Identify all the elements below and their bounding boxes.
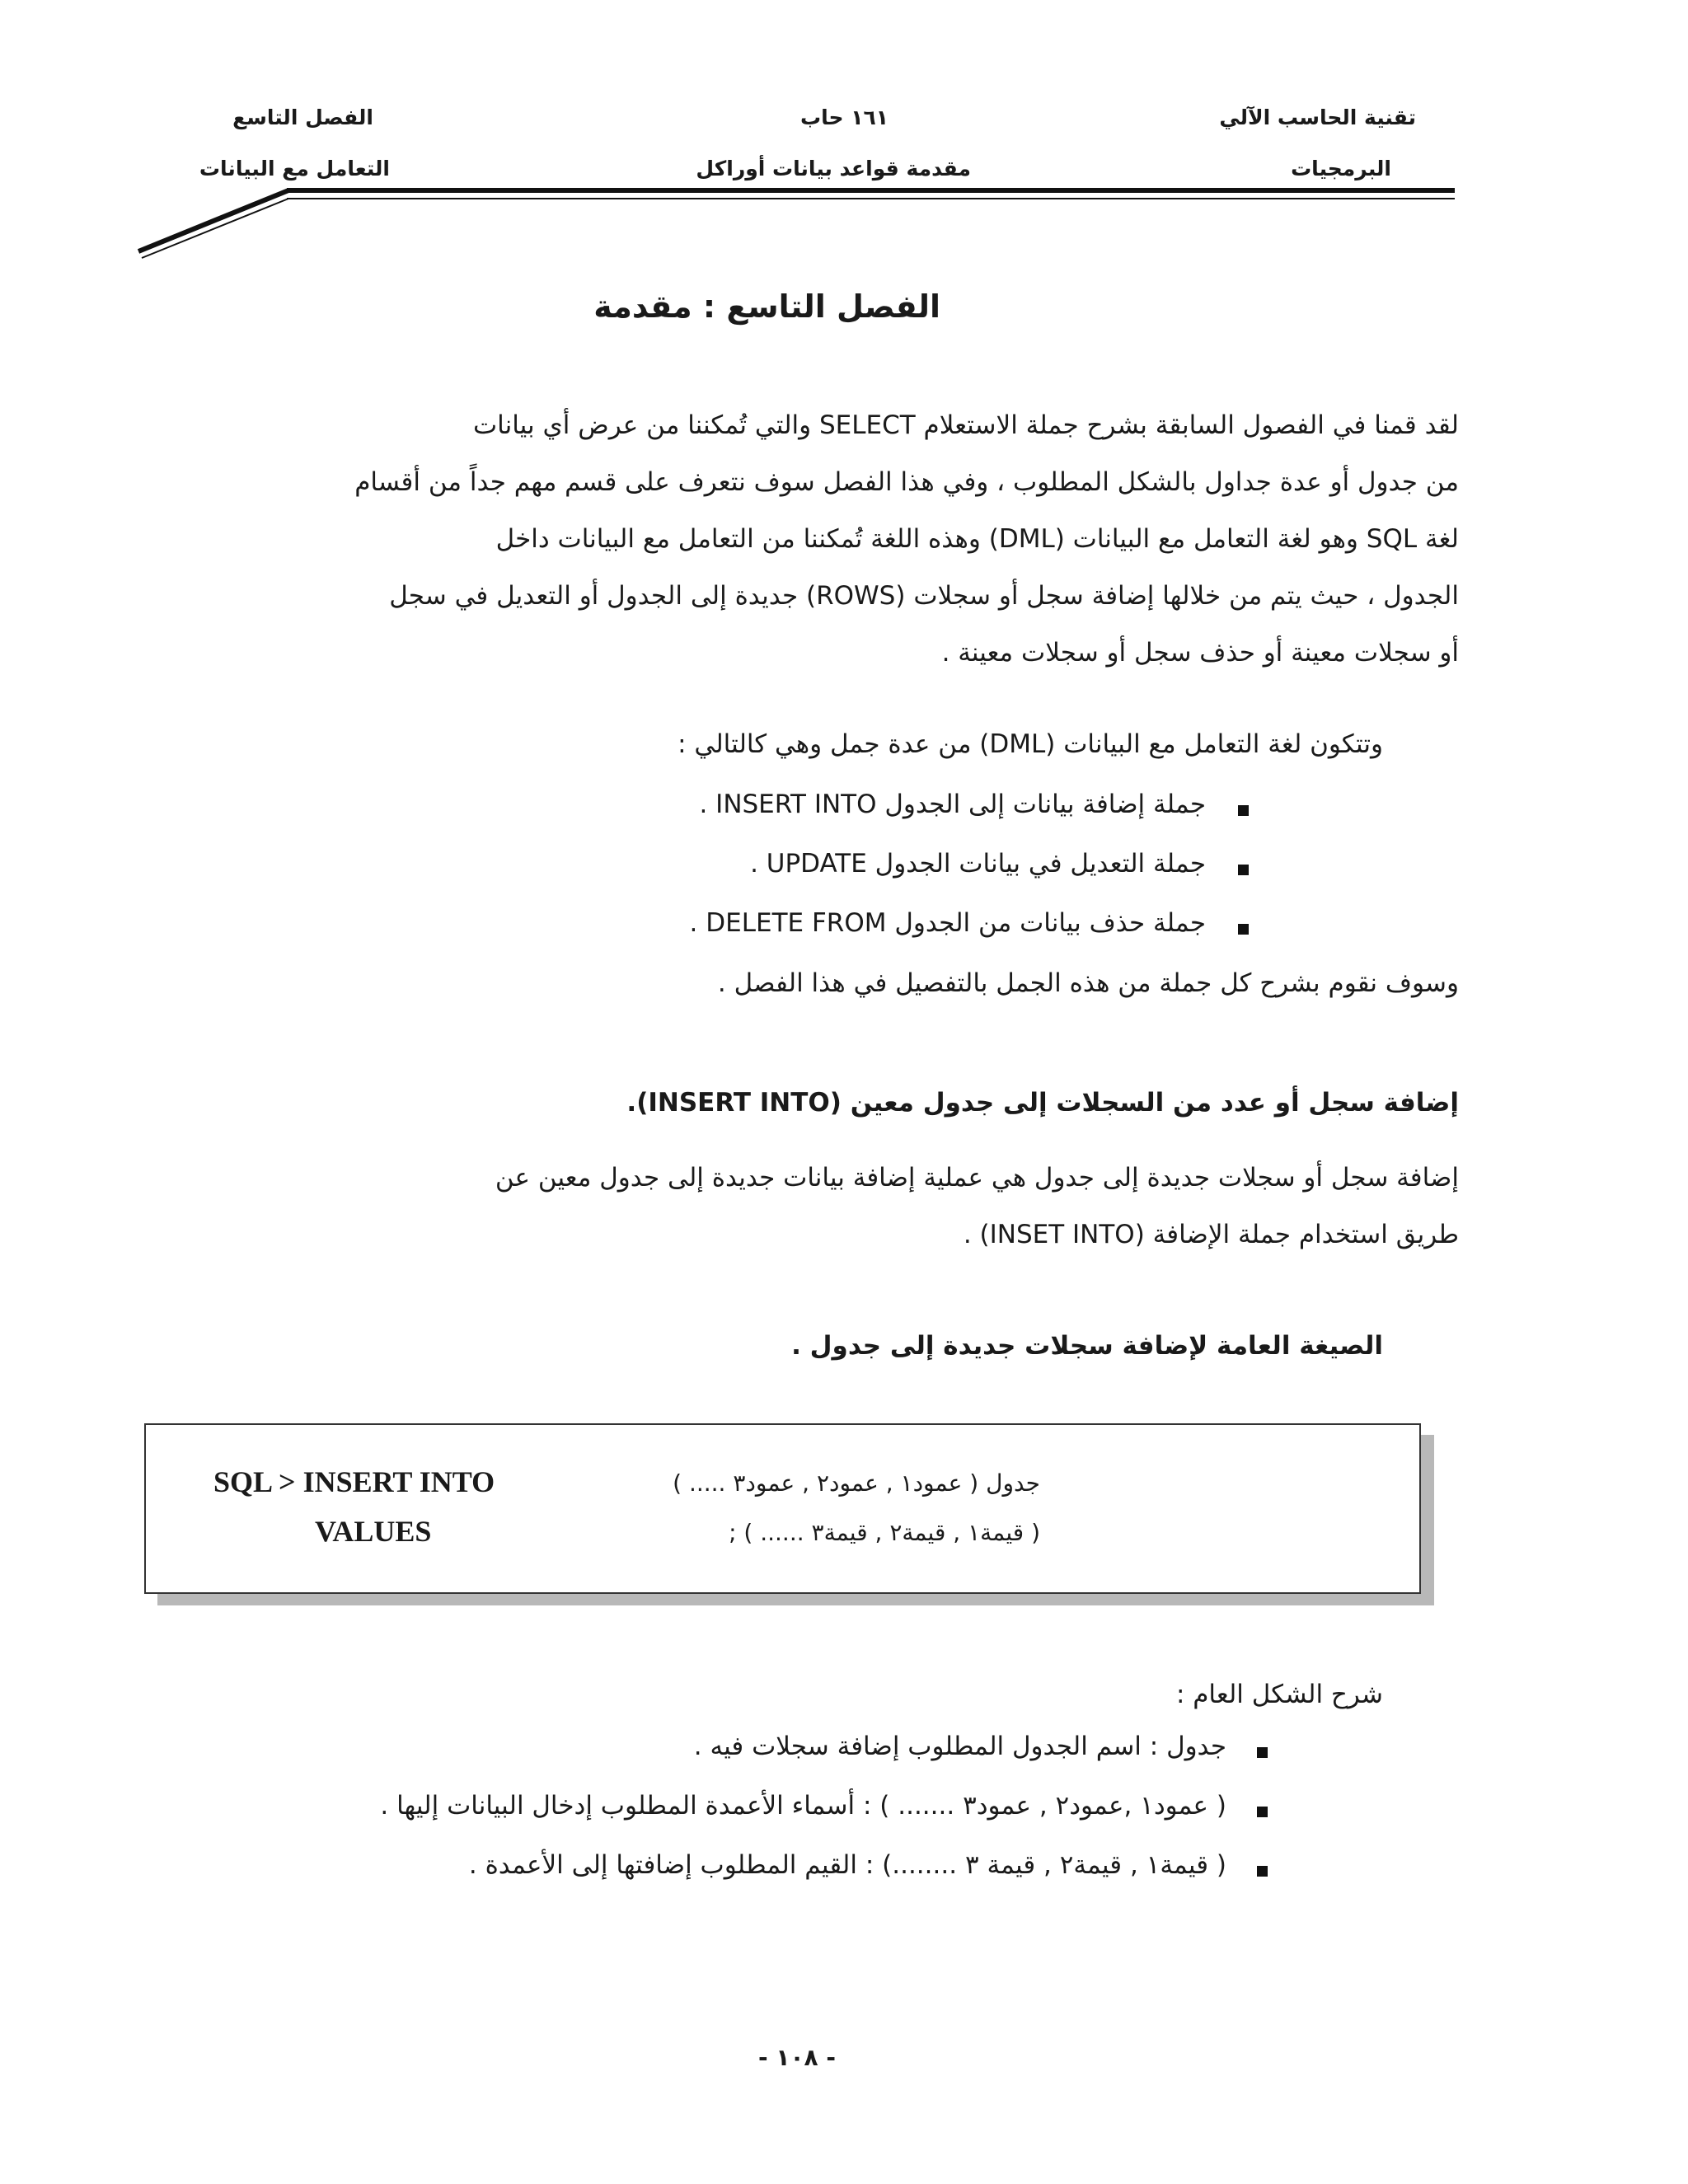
- explain-item-table: جدول : اسم الجدول المطلوب إضافة سجلات فيه .: [693, 1732, 1226, 1761]
- explain-item-columns: ( عمود١ ,عمود٢ , عمود٣ ....... ) : أسماء الأعمدة المطلوب إدخال البيانات إليها .: [380, 1791, 1226, 1821]
- header-chapter-title: التعامل مع البيانات: [199, 157, 390, 180]
- page-number: - ١٠٨ -: [758, 2044, 837, 2071]
- bullet-icon: [1238, 865, 1249, 875]
- dml-item-delete: جملة حذف بيانات من الجدول DELETE FROM .: [689, 908, 1206, 938]
- section-paragraph: [147, 1150, 1459, 1263]
- header-course: تقنية الحاسب الآلي: [1219, 105, 1416, 129]
- intro-line: الجدول ، حيث يتم من خلالها إضافة سجل أو سجلات (ROWS) جديدة إلى الجدول أو التعديل في سجل: [389, 581, 1459, 611]
- header-department: البرمجيات: [1291, 157, 1391, 180]
- section-line: طريق استخدام جملة الإضافة (INSET INTO) .: [963, 1220, 1459, 1249]
- header-chapter: الفصل التاسع: [232, 105, 373, 129]
- code-insert-keyword: SQL > INSERT INTO: [213, 1465, 495, 1498]
- intro-line: أو سجلات معينة أو حذف سجل أو سجلات معينة .: [941, 638, 1459, 668]
- chapter-title: الفصل التاسع : مقدمة: [593, 288, 940, 325]
- code-insert-args: جدول ( عمود١ , عمود٢ , عمود٣ ..... ): [673, 1469, 1040, 1497]
- intro-paragraph: [147, 397, 1459, 682]
- header-rule-thick: [287, 188, 1455, 193]
- bullet-icon: [1257, 1866, 1268, 1877]
- explain-heading: شرح الشكل العام :: [1175, 1680, 1383, 1709]
- explain-item-values: ( قيمة١ , قيمة٢ , قيمة ٣ ........) : القيم المطلوب إضافتها إلى الأعمدة .: [468, 1850, 1226, 1880]
- bullet-icon: [1238, 924, 1249, 935]
- dml-item-insert: جملة إضافة بيانات إلى الجدول INSERT INTO .: [699, 790, 1206, 819]
- syntax-heading: الصيغة العامة لإضافة سجلات جديدة إلى جدول .: [791, 1331, 1383, 1361]
- intro-line: لقد قمنا في الفصول السابقة بشرح جملة الاستعلام SELECT والتي تُمكننا من عرض أي بيانات: [472, 410, 1459, 440]
- bullet-icon: [1257, 1807, 1268, 1817]
- code-values-keyword: VALUES: [315, 1515, 432, 1548]
- dml-intro: وتتكون لغة التعامل مع البيانات (DML) من عدة جمل وهي كالتالي :: [678, 729, 1383, 759]
- intro-line: لغة SQL وهو لغة التعامل مع البيانات (DML) وهذه اللغة تُمكننا من التعامل مع البيانات داخل: [495, 524, 1459, 554]
- dml-item-update: جملة التعديل في بيانات الجدول UPDATE .: [750, 849, 1206, 879]
- header-course-code: ١٦١ حاب: [799, 105, 889, 129]
- bullet-icon: [1238, 805, 1249, 816]
- code-values-args: ( قيمة١ , قيمة٢ , قيمة٣ ...... ) ;: [729, 1519, 1040, 1546]
- dml-outro: وسوف نقوم بشرح كل جملة من هذه الجمل بالتفصيل في هذا الفصل .: [717, 968, 1459, 998]
- section-heading: إضافة سجل أو عدد من السجلات إلى جدول معين (INSERT INTO).: [626, 1088, 1459, 1118]
- header-rule-slant: [132, 185, 297, 260]
- intro-line: من جدول أو عدة جداول بالشكل المطلوب ، وفي هذا الفصل سوف نتعرف على قسم مهم جداً من أقسام: [354, 467, 1459, 497]
- syntax-code-box: [144, 1423, 1421, 1594]
- section-line: إضافة سجل أو سجلات جديدة إلى جدول هي عملية إضافة بيانات جديدة إلى جدول معين عن: [495, 1163, 1459, 1193]
- header-course-title: مقدمة قواعد بيانات أوراكل: [696, 157, 971, 180]
- header-rule-thin: [287, 198, 1455, 199]
- bullet-icon: [1257, 1747, 1268, 1758]
